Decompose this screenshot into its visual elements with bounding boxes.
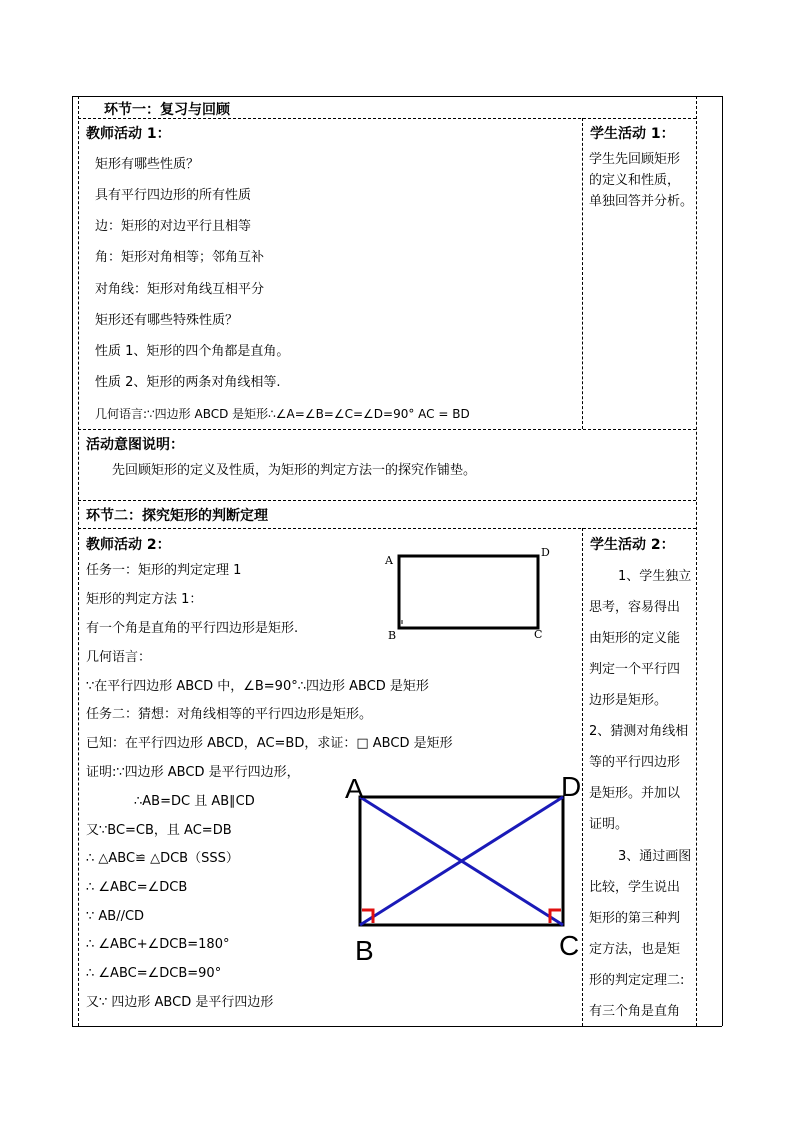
s2-line-11: ∴ ∠ABC=∠DCB xyxy=(86,880,188,895)
table-bottom-border xyxy=(72,1026,722,1027)
intent-header: 活动意图说明： xyxy=(86,437,184,453)
fig1-label-c: C xyxy=(534,628,543,641)
table-right-border xyxy=(722,96,723,1026)
s2-student-12: 定方法，也是矩 xyxy=(589,942,681,957)
fig2-label-c: C xyxy=(559,930,580,961)
s2-student-3: 判定一个平行四 xyxy=(589,662,681,677)
s1-line-2: 边：矩形的对边平行且相等 xyxy=(95,219,252,234)
s2-student-10: 比较，学生说出 xyxy=(589,880,681,895)
fig1-rectangle xyxy=(399,556,538,628)
s2-line-8: ∴AB=DC 且 AB∥CD xyxy=(134,794,255,809)
rectangle-figure-2 xyxy=(340,770,590,970)
fig2-label-a: A xyxy=(345,773,364,804)
s2-line-13: ∴ ∠ABC+∠DCB=180° xyxy=(86,937,230,952)
fig2-label-b: B xyxy=(355,935,374,966)
s2-line-15: 又∵ 四边形 ABCD 是平行四边形 xyxy=(86,995,274,1010)
row-line-2 xyxy=(78,429,696,430)
s1-line-4: 对角线：矩形对角线互相平分 xyxy=(95,282,265,297)
rectangle-figure-1 xyxy=(380,543,560,643)
s1-line-5: 矩形还有哪些特殊性质？ xyxy=(95,313,239,328)
student-activity-1-header: 学生活动 1： xyxy=(590,126,675,142)
s2-line-0: 任务一：矩形的判定定理 1 xyxy=(86,563,242,578)
s2-line-9: 又∵BC=CB，且 AC=DB xyxy=(86,823,232,838)
s2-line-6: 已知：在平行四边形 ABCD，AC=BD，求证：□ ABCD 是矩形 xyxy=(86,736,453,751)
s2-line-5: 任务二：猜想：对角线相等的平行四边形是矩形。 xyxy=(86,707,373,722)
s2-line-14: ∴ ∠ABC=∠DCB=90° xyxy=(86,966,222,981)
s2-student-8: 证明。 xyxy=(589,817,629,832)
s2-student-5: 2、猜测对角线相 xyxy=(589,724,689,739)
teacher-activity-1-header: 教师活动 1： xyxy=(86,126,171,142)
s2-line-3: 几何语言： xyxy=(86,650,152,665)
s2-student-2: 由矩形的定义能 xyxy=(589,631,681,646)
col-divider-1 xyxy=(582,118,583,429)
s2-student-4: 边形是矩形。 xyxy=(589,693,668,708)
s1-student-1: 的定义和性质， xyxy=(589,173,681,188)
inner-left-border xyxy=(78,96,79,1026)
s2-line-7: 证明:∵四边形 ABCD 是平行四边形， xyxy=(86,765,300,780)
s2-line-12: ∵ AB//CD xyxy=(86,909,145,924)
s1-line-6: 性质 1、矩形的四个角都是直角。 xyxy=(95,344,290,359)
s2-student-7: 是矩形。并加以 xyxy=(589,786,681,801)
s1-line-3: 角：矩形对角相等；邻角互补 xyxy=(95,250,265,265)
table-left-border xyxy=(72,96,73,1026)
fig2-label-d: D xyxy=(561,771,582,802)
s2-line-2: 有一个角是直角的平行四边形是矩形. xyxy=(86,621,299,636)
s1-line-8: 几何语言:∵四边形 ABCD 是矩形∴∠A=∠B=∠C=∠D=90° AC = BD xyxy=(95,407,470,421)
s1-line-7: 性质 2、矩形的两条对角线相等. xyxy=(95,375,281,390)
s1-student-0: 学生先回顾矩形 xyxy=(589,152,681,167)
s2-student-11: 矩形的第三种判 xyxy=(589,911,681,926)
s2-student-9: 3、通过画图 xyxy=(618,849,692,864)
intent-text: 先回顾矩形的定义及性质，为矩形的判定方法一的探究作铺垫。 xyxy=(112,463,477,478)
s2-student-0: 1、学生独立 xyxy=(618,569,692,584)
fig1-label-d: D xyxy=(541,546,550,559)
section1-title: 环节一：复习与回顾 xyxy=(104,102,230,118)
s2-student-13: 形的判定定理二: xyxy=(589,973,685,988)
s2-line-4: ∵在平行四边形 ABCD 中，∠B=90°∴四边形 ABCD 是矩形 xyxy=(86,679,429,694)
student-activity-2-header: 学生活动 2： xyxy=(590,537,675,553)
row-line-4 xyxy=(78,528,696,529)
s2-student-1: 思考，容易得出 xyxy=(589,600,681,615)
s2-student-14: 有三个角是直角 xyxy=(589,1004,681,1019)
fig1-label-a: A xyxy=(385,554,393,567)
teacher-activity-2-header: 教师活动 2： xyxy=(86,537,171,553)
s2-line-1: 矩形的判定方法 1： xyxy=(86,592,203,607)
s1-line-0: 矩形有哪些性质？ xyxy=(95,157,200,172)
table-top-border xyxy=(72,96,722,97)
section2-title: 环节二：探究矩形的判断定理 xyxy=(86,508,268,524)
s1-line-1: 具有平行四边形的所有性质 xyxy=(95,188,252,203)
s1-student-2: 单独回答并分析。 xyxy=(589,194,694,209)
row-line-3 xyxy=(78,500,696,501)
s2-student-6: 等的平行四边形 xyxy=(589,755,681,770)
s2-line-10: ∴ △ABC≌ △DCB（SSS） xyxy=(86,851,239,866)
inner-right-border xyxy=(696,96,697,1026)
fig1-label-b: B xyxy=(388,629,397,642)
